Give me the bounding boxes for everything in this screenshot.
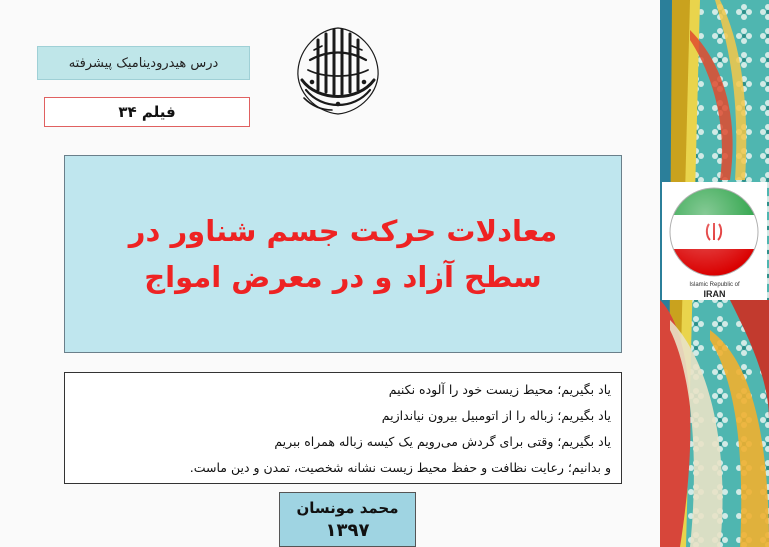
note-line: یاد بگیریم؛ زباله را از اتومبیل بیرون نیاندازیم — [381, 408, 611, 423]
title-box — [64, 155, 622, 353]
notes-box — [64, 372, 622, 484]
flag-caption-small: Islamic Republic of — [689, 282, 740, 288]
author-box — [279, 492, 416, 547]
title-line-2: سطح آزاد و در معرض امواج — [144, 260, 542, 294]
iran-flag-icon — [662, 182, 767, 282]
author-name: محمد مونسان — [296, 498, 399, 517]
iran-flag-panel — [662, 182, 767, 300]
bismillah-calligraphy-icon — [288, 20, 388, 120]
title-line-1: معادلات حرکت جسم شناور در — [128, 214, 558, 248]
note-line: و بدانیم؛ رعایت نظافت و حفظ محیط زیست نشانه شخصیت، تمدن و دین ماست. — [189, 460, 611, 475]
note-line: یاد بگیریم؛ محیط زیست خود را آلوده نکنیم — [388, 382, 611, 397]
flag-caption-big: IRAN — [703, 289, 726, 299]
note-line: یاد بگیریم؛ وقتی برای گردش می‌رویم یک کیسه زباله همراه ببریم — [274, 434, 611, 449]
film-label — [44, 97, 250, 127]
course-text: درس هیدرودینامیک پیشرفته — [68, 55, 219, 71]
film-text: فیلم ۳۴ — [118, 103, 176, 121]
author-year: ۱۳۹۷ — [325, 519, 370, 541]
course-label — [37, 46, 250, 80]
